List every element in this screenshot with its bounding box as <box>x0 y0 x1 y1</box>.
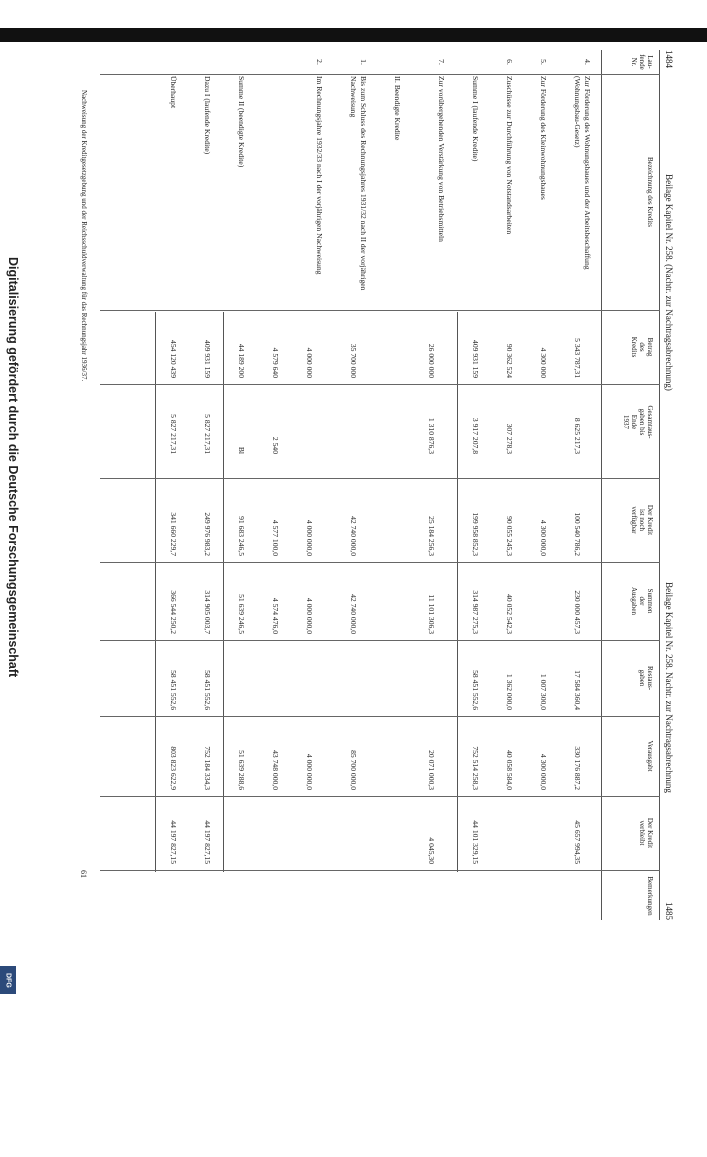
column-header-c5: Restaus- gaben <box>638 665 654 691</box>
row-value-v3: 90 055 245,3 <box>505 516 514 556</box>
row-value-v2: 5 827 217,31 <box>203 414 212 454</box>
row-description: Zuschüsse zur Durchführung von Notstandsarbeiten <box>505 76 514 235</box>
row-value-v7: 45 657 994,35 <box>573 820 582 864</box>
row-value-v1: 4 300 000 <box>539 347 548 378</box>
row-value-v3: 199 958 852,3 <box>471 512 480 556</box>
row-value-v7: 44 197 827,15 <box>169 820 178 864</box>
row-value-v4: 40 052 542,3 <box>505 594 514 634</box>
row-value-v4: 4 000 000,0 <box>305 597 314 634</box>
header-title-left: Beilage Kapitel Nr. 258. (Nachtr. zur Nachtragsabrechnung) <box>664 174 674 391</box>
row-description: Im Rechnungsjahre 1932/33 nach I der vorjährigen Nachweisung <box>315 76 324 275</box>
row-value-v7: 4 045,30 <box>427 837 436 864</box>
row-value-v6: 20 071 000,3 <box>427 750 436 790</box>
digitization-credit-caption: Digitalisierung gefördert durch die Deutsche Forschungsgemeinschaft <box>6 257 20 678</box>
column-header-nr: Lau- fende Nr. <box>630 54 654 70</box>
row-value-v6: 4 300 000,0 <box>539 753 548 790</box>
row-value-v5: 58 451 552,6 <box>203 670 212 710</box>
row-number: 7. <box>437 59 446 65</box>
row-value-v1: 4 000 000 <box>305 347 314 378</box>
row-value-v4: 11 101 306,3 <box>427 594 436 634</box>
row-value-v6: 4 000 000,0 <box>305 753 314 790</box>
row-value-v4: 51 639 246,5 <box>237 594 246 634</box>
column-header-c3: Der Kredit ist noch verfügbar <box>630 504 654 536</box>
row-value-v7: 44 197 827,15 <box>203 820 212 864</box>
row-value-v5: 1 007 300,0 <box>539 673 548 710</box>
row-value-v4: 42 740 000,0 <box>349 594 358 634</box>
column-divider <box>100 640 660 641</box>
row-value-v3: 4 577 100,0 <box>271 519 280 556</box>
row-value-v6: 40 058 584,0 <box>505 750 514 790</box>
row-description: Zur Förderung des Wohnungsbaues und der Arbeitsbeschaffung (Wohnungsbau-Gesetz) <box>573 76 592 270</box>
column-divider <box>100 478 660 479</box>
page-number-right: 1485 <box>664 902 674 920</box>
column-header-c6: Verausgabt <box>646 740 654 772</box>
row-number: 4. <box>583 59 592 65</box>
row-value-v3: 4 300 000,0 <box>539 519 548 556</box>
row-value-v3: 42 740 000,0 <box>349 516 358 556</box>
column-header-rule <box>601 50 602 920</box>
sum-rule <box>223 312 224 872</box>
row-number: 6. <box>505 59 514 65</box>
column-header-c8: Bemerkungen <box>646 876 654 916</box>
scanned-page <box>60 50 680 920</box>
row-value-v3: 249 976 983,2 <box>203 512 212 556</box>
row-value-v2: 8 625 217,3 <box>573 417 582 454</box>
row-value-v4: 366 544 250,2 <box>169 590 178 634</box>
row-value-v6: 51 639 288,6 <box>237 750 246 790</box>
column-divider <box>100 384 660 385</box>
row-value-v1: 44 189 200 <box>237 343 246 378</box>
row-value-v2: 307 278,3 <box>505 423 514 454</box>
column-header-desc: Bezeichnung des Kredits <box>646 157 654 227</box>
row-value-v2: 1 310 876,3 <box>427 417 436 454</box>
column-divider <box>100 562 660 563</box>
column-header-c7: Der Kredit verbleibt <box>638 817 654 849</box>
row-number: 5. <box>539 59 548 65</box>
row-value-v6: 752 514 258,3 <box>471 746 480 790</box>
dfg-logo: DFG <box>0 966 16 994</box>
row-value-v2: 2 540 <box>271 436 280 454</box>
header-title-right: Beilage Kapitel Nr. 258. Nachtr. zur Nachtragsabrechnung <box>664 582 674 793</box>
row-value-v3: 4 000 000,0 <box>305 519 314 556</box>
row-value-v1: 409 931 159 <box>471 340 480 378</box>
row-value-v1: 26 000 000 <box>427 343 436 378</box>
column-divider <box>100 716 660 717</box>
row-value-v3: 341 660 229,7 <box>169 512 178 556</box>
row-value-v5: 58 451 552,6 <box>471 670 480 710</box>
page-header <box>664 50 674 920</box>
row-value-v3: 25 184 256,3 <box>427 516 436 556</box>
row-description: Dazu I (laufende Kredite) <box>203 76 212 155</box>
row-description: Zur vorübergehenden Verstärkung von Betriebsmitteln <box>437 76 446 242</box>
sum-rule <box>155 312 156 872</box>
page-footer-number: 61 <box>79 870 88 878</box>
row-description: Summe I (laufende Kredite) <box>471 76 480 162</box>
row-value-v3: 91 683 246,5 <box>237 516 246 556</box>
row-value-v1: 4 579 640 <box>271 347 280 378</box>
row-value-v4: 4 574 476,0 <box>271 597 280 634</box>
column-header-c2: Gesamtaus- gaben bis Ende 1937 <box>622 405 654 439</box>
column-header-c4: Summen der Ausgaben <box>630 587 654 615</box>
row-value-v4: 314 987 275,3 <box>471 590 480 634</box>
row-value-v1: 5 343 787,31 <box>573 338 582 378</box>
row-value-v1: 454 120 439 <box>169 340 178 378</box>
row-value-v6: 330 176 887,2 <box>573 746 582 790</box>
column-header-c1: Betrag des Kredits <box>630 336 654 358</box>
column-divider <box>100 796 660 797</box>
row-value-v1: 409 931 159 <box>203 340 212 378</box>
row-value-v6: 803 823 622,9 <box>169 746 178 790</box>
row-value-v5: 58 451 552,6 <box>169 670 178 710</box>
row-value-v4: 314 905 003,7 <box>203 590 212 634</box>
row-value-v2: 3 917 207,8 <box>471 417 480 454</box>
column-divider <box>100 310 660 311</box>
row-value-v6: 85 700 000,0 <box>349 750 358 790</box>
row-number: 2. <box>315 59 324 65</box>
row-description: II. Beendigte Kredite <box>393 76 402 141</box>
row-value-v1: 90 362 524 <box>505 343 514 378</box>
rotated-table-page <box>60 50 680 920</box>
row-value-v5: 17 584 360,4 <box>573 670 582 710</box>
top-black-bar <box>0 28 707 42</box>
row-value-v6: 752 184 334,3 <box>203 746 212 790</box>
sum-rule <box>457 312 458 872</box>
row-description: Zur Förderung des Kleinwohnungsbaues <box>539 76 548 200</box>
row-description: Bis zum Schluss des Rechnungsjahres 1931/32 nach II der vorjährigen Nachweisung <box>349 76 368 291</box>
row-description: Überhaupt <box>169 76 178 109</box>
footnote: Nachweisung der Kreditgesetzgebung und der Reichsschuldverwaltung für das Rechnungsjahr 1936/37. <box>80 90 88 382</box>
row-value-v2: Bl <box>237 446 246 454</box>
column-divider <box>100 870 660 871</box>
row-description: Summe II (beendigte Kredite) <box>237 76 246 168</box>
row-number: 1. <box>359 59 368 65</box>
row-value-v7: 44 101 329,15 <box>471 820 480 864</box>
row-value-v1: 35 700 000 <box>349 343 358 378</box>
page-number-left: 1484 <box>664 50 674 68</box>
column-divider <box>100 74 660 75</box>
row-value-v2: 5 827 217,31 <box>169 414 178 454</box>
row-value-v3: 100 540 786,2 <box>573 512 582 556</box>
row-value-v5: 1 362 000,0 <box>505 673 514 710</box>
row-value-v4: 230 000 457,3 <box>573 590 582 634</box>
row-value-v6: 43 748 000,0 <box>271 750 280 790</box>
header-rule <box>659 50 660 920</box>
